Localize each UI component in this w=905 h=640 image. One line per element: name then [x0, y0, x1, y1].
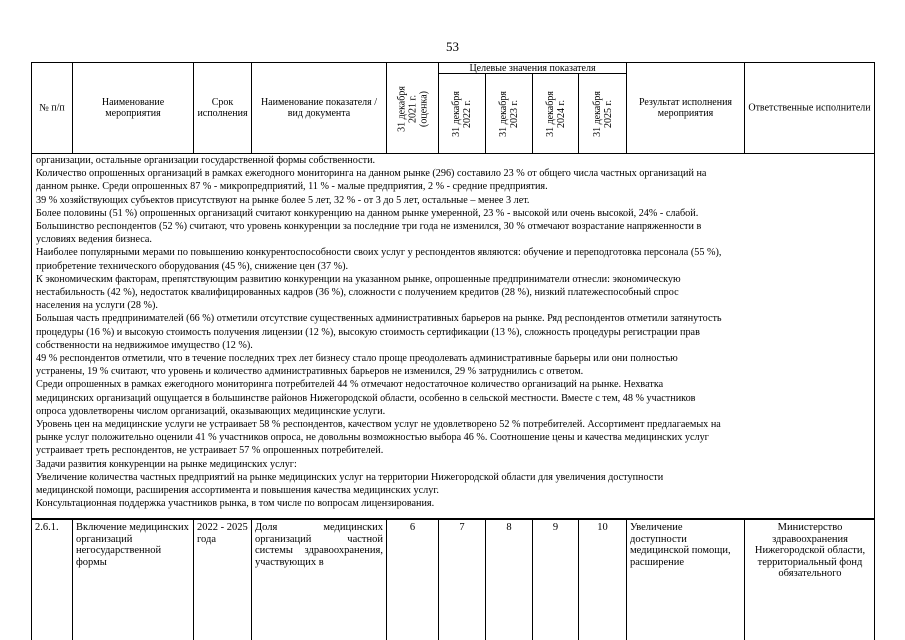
row-result: Увеличение доступности медицинской помощи, расширение	[626, 519, 744, 640]
page-number: 53	[446, 39, 459, 54]
text-line: населения на услуги (28 %).	[36, 300, 158, 312]
header-indicator-label: Наименование показателя / вид документа	[260, 97, 378, 119]
text-line: устраивает треть респондентов, не устраивает 57 % опрошенных потребителей.	[36, 445, 384, 457]
header-cell-2022	[438, 74, 485, 154]
row-indicator: Доля медицинских организаций частной системы здравоохранения, участвующих в	[251, 519, 386, 640]
header-2025-label: 31 декабря 2025 г.	[591, 90, 614, 137]
header-2021-box	[387, 63, 439, 155]
header-cell-2024	[532, 74, 578, 154]
header-cell-indicator	[251, 62, 386, 154]
header-cell-2025	[578, 74, 626, 154]
text-line: Среди опрошенных в рамках ежегодного мониторинга потребителей 44 % отмечают недостаточное количество организаций на рынке. Нехватка	[36, 379, 664, 391]
text-line: нестабильность (42 %), недостаток квалифицированных кадров (36 %), сложности с получением кредитов (28 %), низкий платежеспособный спрос	[36, 287, 679, 298]
text-line: 39 % хозяйствующих субъектов присутствуют на рынке более 5 лет, 32 % - от 3 до 5 лет, остальные – менее 3 лет.	[36, 194, 530, 206]
row-term: 2022 - 2025 года	[193, 519, 251, 640]
header-cell-result	[626, 62, 744, 154]
row-number: 2.6.1.	[31, 519, 72, 640]
header-number-label: № п/п	[39, 102, 65, 114]
header-cell-name	[72, 62, 193, 154]
header-cell-2021	[386, 62, 438, 154]
text-line: организации, остальные организации государственной формы собственности.	[36, 155, 376, 166]
header-cell-2023	[485, 74, 532, 154]
header-2023-label: 31 декабря 2023 г.	[498, 90, 520, 137]
row-name: Включение медицинских организаций негосударственной формы	[72, 519, 193, 640]
text-line: К экономическим факторам, препятствующим развитию конкуренции на указанном рынке, опрошенные предприниматели отнесли: экономическую	[36, 273, 681, 285]
text-line: рынке услуг положительно оценили 41 % участников опроса, не довольны возможностью выбора 46 %. Соотношение цены и качества медицинских услуг	[36, 432, 709, 444]
header-2021-label: 31 декабря 2021 г. (оценка)	[396, 86, 430, 132]
text-line: приобретение технического оборудования (45 %), снижение цен (37 %).	[36, 260, 349, 272]
text-line: опроса удовлетворены числом организаций, оказывающих медицинские услуги.	[36, 405, 386, 417]
text-line: Консультационная поддержка участников рынка, в том числе по вопросам лицензирования.	[36, 498, 435, 510]
row-value-2021: 6	[386, 519, 438, 640]
text-line: данном рынке. Среди опрошенных 87 % - микропредприятий, 11 % - малые предприятия, 2 % - средние предприятия.	[36, 181, 548, 193]
row-value-2023: 8	[485, 519, 532, 640]
header-cell-term	[193, 62, 251, 154]
header-cell-responsible	[744, 62, 875, 154]
header-2022-label: 31 декабря 2022 г.	[451, 90, 473, 137]
row-responsible: Министерство здравоохранения Нижегородской области, территориальный фонд обязательного	[744, 519, 875, 640]
text-line: Более половины (51 %) опрошенных организаций считают конкуренцию на данном рынке умеренной, 23 % - высокой или очень высокой, 24% - слабой.	[36, 207, 699, 219]
text-line: устранены, 19 % считают, что уровень и количество административных барьеров не изменился, 29 % затруднились с ответом.	[36, 366, 584, 378]
text-line: медицинской помощи, расширения ассортимента и повышения качества медицинских услуг.	[36, 485, 439, 496]
text-line: 49 % респондентов отметили, что в течение последних трех лет бизнесу стало проще преодолевать административные барьеры или они полностью	[36, 353, 678, 364]
row-value-2024: 9	[532, 519, 578, 640]
text-line: условиях ведения бизнеса.	[36, 234, 152, 246]
text-line: Количество опрошенных организаций в рамках ежегодного мониторинга на данном рынке (296) составило 23 % от общего числа частных организаций на	[36, 168, 707, 180]
header-target-group: Целевые значения показателя	[438, 62, 626, 74]
text-line: Наиболее популярными мерами по повышению конкурентоспособности своих услуг у респондентов являются: обучение и переподготовка персонала (55 %),	[36, 247, 722, 259]
table-right-border	[874, 519, 875, 640]
text-line: Большинство респондентов (52 %) считают, что уровень конкуренции за последние три года не изменился, 30 % отмечают возрастание напряженности в	[36, 221, 702, 232]
header-name-label: Наименование мероприятия	[101, 97, 165, 119]
header-term-label: Срок исполнения	[197, 97, 248, 119]
text-line: Задачи развития конкуренции на рынке медицинских услуг:	[36, 458, 297, 470]
text-line: процедуры (16 %) и высокую стоимость получения лицензии (12 %), высокую стоимость сертификации (13 %), сложность процедуры регистрации прав	[36, 326, 700, 338]
text-line: собственности на недвижимое имущество (12 %).	[36, 339, 253, 351]
text-line: Увеличение количества частных предприятий на рынке медицинских услуг на территории Нижегородской области для увеличения доступности	[36, 471, 664, 483]
header-2024-label: 31 декабря 2024 г.	[544, 90, 567, 137]
text-line: Большая часть предпринимателей (66 %) отметили отсутствие существенных административных барьеров на рынке. Ряд респондентов отметили затянутость	[36, 313, 722, 325]
header-result-label: Результат исполнения мероприятия	[638, 97, 733, 119]
header-responsible-label: Ответственные исполнители	[748, 102, 871, 114]
row-value-2022: 7	[438, 519, 485, 640]
text-line: Уровень цен на медицинские услуги не устраивает 58 % респондентов, качеством услуг не удовлетворено 52 % потребителей. Ассортимент предлагаемых на	[36, 419, 721, 430]
header-cell-number	[31, 62, 72, 154]
text-line: медицинских организаций ощущается в большинстве районов Нижегородской области, особенно в сельской местности. Вместе с тем, 48 % участников	[36, 392, 696, 404]
row-value-2025: 10	[578, 519, 626, 640]
